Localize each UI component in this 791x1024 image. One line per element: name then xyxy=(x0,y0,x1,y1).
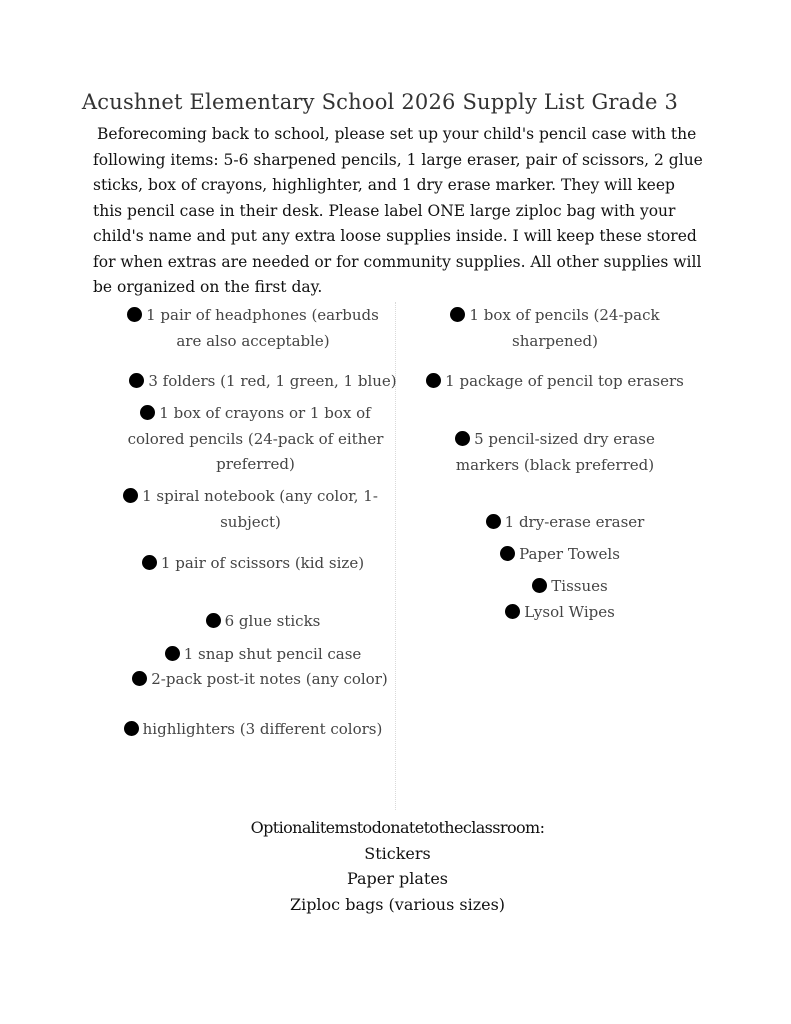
list-item xyxy=(118,642,408,668)
bullet-icon xyxy=(450,307,465,322)
list-item-label: Tissues xyxy=(551,577,608,595)
list-item xyxy=(410,303,700,354)
list-item-label: 1 box of crayons or 1 box of colored pencils (24-pack of either preferred) xyxy=(127,404,384,473)
bullet-icon xyxy=(127,307,142,322)
intro-text: Beforecoming back to school, please set up your child's pencil case with the following items: 5-6 sharpened pencils, 1 large eraser, pair of scissors, 2 glue sticks, box of crayons, highlighter, and 1 dry erase marker. They will keep this pencil case in their desk. Please label ONE large ziploc bag with your child's name and put any extra loose supplies inside. I will keep these stored for when extras are needed or for community supplies. All other supplies will be organized on the first day. xyxy=(93,125,703,296)
list-item xyxy=(400,369,710,395)
list-item-label: 1 pair of headphones (earbuds are also acceptable) xyxy=(146,306,379,350)
list-item-label: 1 box of pencils (24-pack sharpened) xyxy=(469,306,660,350)
bullet-icon xyxy=(123,488,138,503)
bullet-icon xyxy=(165,646,180,661)
list-item xyxy=(400,600,720,626)
page-title: Acushnet Elementary School 2026 Supply List Grade 3 xyxy=(81,90,679,114)
list-item xyxy=(410,510,720,536)
bullet-icon xyxy=(129,373,144,388)
list-item-label: 1 dry-erase eraser xyxy=(504,513,645,531)
list-item-label: 6 glue sticks xyxy=(224,612,321,630)
list-item-label: highlighters (3 different colors) xyxy=(142,720,383,738)
optional-item: Paper plates xyxy=(346,869,449,888)
bullet-icon xyxy=(426,373,441,388)
list-item xyxy=(118,609,408,635)
list-item-label: 2-pack post-it notes (any color) xyxy=(151,670,388,688)
bullet-icon xyxy=(486,514,501,529)
list-item xyxy=(118,484,383,535)
bullet-icon xyxy=(206,613,221,628)
list-item-label: 1 package of pencil top erasers xyxy=(445,372,684,390)
bullet-icon xyxy=(132,671,147,686)
bullet-icon xyxy=(532,578,547,593)
list-item-label: Lysol Wipes xyxy=(524,603,615,621)
bullet-icon xyxy=(124,721,139,736)
list-item xyxy=(118,717,388,743)
optional-item: Stickers xyxy=(364,843,431,863)
bullet-icon xyxy=(455,431,470,446)
list-item-label: 1 snap shut pencil case xyxy=(183,645,362,663)
intro-paragraph xyxy=(93,122,703,301)
list-item-label: 5 pencil-sized dry erase markers (black preferred) xyxy=(455,430,655,474)
list-item-label: 3 folders (1 red, 1 green, 1 blue) xyxy=(148,372,397,390)
list-item-label: Paper Towels xyxy=(519,545,620,563)
bullet-icon xyxy=(500,546,515,561)
optional-item: Ziploc bags (various sizes) xyxy=(289,894,506,914)
list-item-label: 1 pair of scissors (kid size) xyxy=(160,554,365,572)
optional-section xyxy=(0,815,791,917)
list-item xyxy=(118,551,388,577)
list-item xyxy=(430,427,680,478)
optional-heading: Optionalitemstodonatetotheclassroom: xyxy=(250,818,545,837)
list-item xyxy=(400,542,720,568)
list-item xyxy=(118,401,393,478)
list-item xyxy=(118,303,388,354)
bullet-icon xyxy=(505,604,520,619)
list-item xyxy=(130,667,390,693)
bullet-icon xyxy=(140,405,155,420)
bullet-icon xyxy=(142,555,157,570)
list-item xyxy=(118,369,408,395)
list-item xyxy=(410,574,730,600)
list-item-label: 1 spiral notebook (any color, 1-subject) xyxy=(142,487,378,531)
